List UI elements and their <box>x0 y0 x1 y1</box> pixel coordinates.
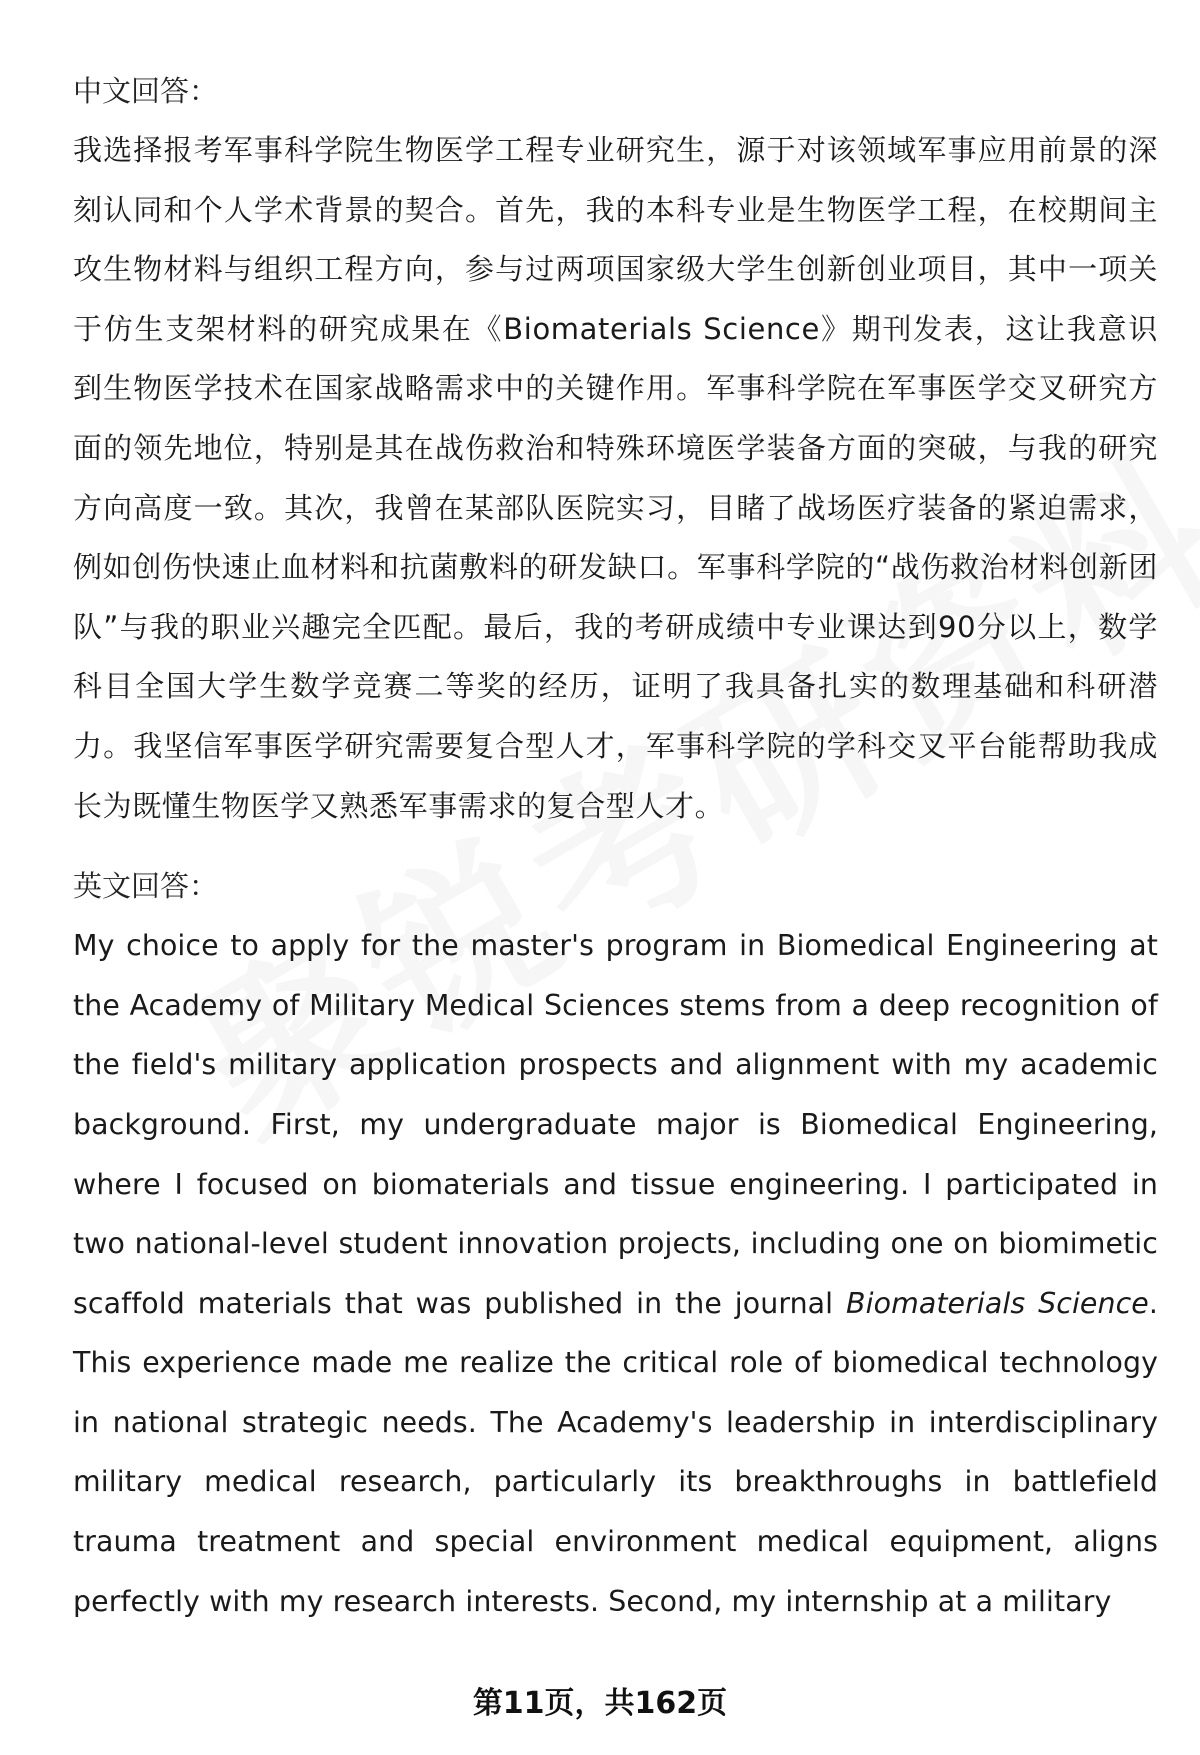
zh-answer-text: 我选择报考军事科学院生物医学工程专业研究生，源于对该领域军事应用前景的深刻认同和个人学术背景的契合。首先，我的本科专业是生物医学工程，在校期间主攻生物材料与组织工程方向，参与过两项国家级大学生创新创业项目，其中一项关于仿生支架材料的研究成果在《Biomaterials Science》期刊发表，这让我意识到生物医学技术在国家战略需求中的关键作用。军事科学院在军事医学交叉研究方面的领先地位，特别是其在战伤救治和特殊环境医学装备方面的突破，与我的研究方向高度一致。其次，我曾在某部队医院实习，目睹了战场医疗装备的紧迫需求，例如创伤快速止血材料和抗菌敷料的研发缺口。军事科学院的“战伤救治材料创新团队”与我的职业兴趣完全匹配。最后，我的考研成绩中专业课达到90分以上，数学科目全国大学生数学竞赛二等奖的经历，证明了我具备扎实的数理基础和科研潜力。我坚信军事医学研究需要复合型人才，军事科学院的学科交叉平台能帮助我成长为既懂生物医学又熟悉军事需求的复合型人才。 <box>73 133 1158 823</box>
zh-answer-label: 中文回答： <box>73 74 219 108</box>
en-answer-text <box>73 916 1158 1631</box>
document-page <box>73 62 1158 1631</box>
en-text-part-1: My choice to apply for the master's program in Biomedical Engineering at the Academy of Military Medical Sciences stems from a deep recognition of the field's military application prospects and alignment with my academic background. First, my undergraduate major is Biomedical Engineering, where I focused on biomaterials and tissue engineering. I participated in two national-level student innovation projects, including one on biomimetic scaffold materials that was published in the journal <box>73 929 1158 1320</box>
journal-name: Biomaterials Science <box>846 1286 1149 1320</box>
page-number: 第11页，共162页 <box>472 1686 728 1721</box>
section-gap <box>73 836 1158 857</box>
en-text-part-2: . This experience made me realize the critical role of biomedical technology in national strategic needs. The Academy's leadership in interdisciplinary military medical research, particularly its breakthroughs in battlefield trauma treatment and special environment medical equipment, aligns perfectly with my research interests. Second, my internship at a military <box>73 1286 1158 1618</box>
en-answer-label: 英文回答： <box>73 869 219 904</box>
